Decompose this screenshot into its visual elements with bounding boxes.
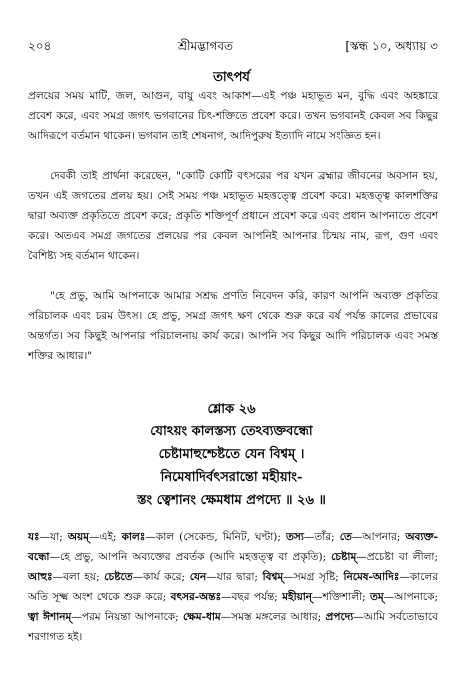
synonym-meaning: যার দ্বারা; bbox=[216, 571, 258, 583]
synonym-meaning: শক্তিশালী; bbox=[322, 591, 366, 603]
synonym-term: নিমেষ-আদিঃ bbox=[343, 571, 400, 583]
synonym-meaning: আপনার; bbox=[362, 531, 401, 543]
synonym-meaning: কালের অতি সূক্ষ্ম অংশ থেকে শুরু করে; bbox=[28, 571, 439, 603]
page-header bbox=[28, 38, 438, 56]
synonym-term: ক্ষেম-ধাম bbox=[182, 611, 221, 623]
verse-line-1: যোঽয়ং কালস্তস্য তেঽব্যক্তবন্ধো bbox=[150, 424, 313, 439]
synonym-term: অয়ম্ bbox=[67, 531, 89, 543]
synonym-term: ত্বা ঈশানম্ bbox=[28, 611, 72, 623]
synonym-meaning: হে প্রভু, আপনি অব্যক্তের প্রবর্তক (আদি মহত্তত্ত্ব বা প্রকৃতি); bbox=[59, 551, 327, 563]
synonym-term: তম্ bbox=[369, 591, 384, 603]
purport-paragraph-3: "হে প্রভু, আমি আপনাকে আমার সশ্রদ্ধ প্রণতি নিবেদন করি, কারণ আপনি অব্যক্ত প্রকৃতির পরিচালক এবং চরম উৎস। হে প্রভু, সমগ্র জগৎ ক্ষণ থেকে শুরু করে বর্ষ পর্যন্ত কালের প্রভাবের অন্তর্গত। সব কিছুই আপনার পরিচালনায় কার্য করে। আপনি সব কিছুর আদি পরিচালক এবং সমস্ত শক্তির আধার।" bbox=[28, 290, 438, 362]
synonym-meaning: আপনাকে; bbox=[394, 591, 438, 603]
synonym-meaning: পরম নিয়ন্তা আপনাকে; bbox=[81, 611, 179, 623]
synonym-meaning: এই; bbox=[99, 531, 117, 543]
synonym-term: অব্যক্ত-বন্ধো bbox=[28, 531, 438, 563]
verse-line-3: নিমেষাদির্বৎসরান্তো মহীয়াং- bbox=[160, 470, 303, 485]
synonym-term: তে bbox=[339, 531, 352, 543]
synonym-term: বৎসর-অন্তঃ bbox=[170, 591, 222, 603]
book-title: শ্রীমদ্ভাগবত bbox=[178, 39, 234, 53]
synonym-term: তস্য bbox=[286, 531, 304, 543]
verse-line-2: চেষ্টামাহুশ্চেষ্টতে যেন বিশ্বম্ । bbox=[158, 447, 305, 462]
synonym-meaning: বছর পর্যন্ত; bbox=[231, 591, 278, 603]
synonym-term: যঃ bbox=[28, 531, 40, 543]
synonym-term: চেষ্টতে bbox=[104, 571, 133, 583]
synonym-meaning: প্রচেষ্টা বা লীলা; bbox=[366, 551, 438, 563]
purport-paragraph-1: প্রলয়ের সময় মাটি, জল, আগুন, বায়ু এবং আকাশ—এই পঞ্চ মহাভূত মন, বুদ্ধি এবং অহঙ্কারে প্রবেশ করে, এবং সমগ্র জগৎ ভগবানের চিৎ-শক্তিতে প্রবেশ করে। তখন ভগবানই কেবল সব কিছুর আদিরূপে বর্তমান থাকেন। ভগবান তাই শেষনাগ, আদিপুরুষ ইত্যাদি নামে সংজ্ঞিত হন। bbox=[28, 90, 438, 142]
synonym-term: যেন bbox=[189, 571, 207, 583]
synonym-term: মহীয়ান্ bbox=[282, 591, 313, 603]
synonyms-paragraph: যঃ—যা; অয়ম্—এই; কালঃ—কাল (সেকেন্ড, মিনিট, ঘণ্টা); তস্য—তাঁর; তে—আপনার; অব্যক্ত-বন্ধো—হে প্রভু, আপনি অব্যক্তের প্রবর্তক (আদি মহত্তত্ত্ব বা প্রকৃতি); চেষ্টাম্—প্রচেষ্টা বা লীলা; আহুঃ—বলা হয়; চেষ্টতে—কার্য করে; যেন—যার দ্বারা; বিশ্বম্—সমগ্র সৃষ্টি; নিমেষ-আদিঃ—কালের অতি সূক্ষ্ম অংশ থেকে শুরু করে; বৎসর-অন্তঃ—বছর পর্যন্ত; মহীয়ান্—শক্তিশালী; তম্—আপনাকে; ত্বা ঈশানম্—পরম নিয়ন্তা আপনাকে; ক্ষেম-ধাম—সমস্ত মঙ্গলের আধার; প্রপদ্যে—আমি সর্বতোভাবে শরণাগত হই। bbox=[28, 531, 439, 643]
synonym-term: আহুঃ bbox=[28, 571, 53, 583]
synonym-meaning: তাঁর; bbox=[314, 531, 335, 543]
synonym-meaning: কার্য করে; bbox=[143, 571, 186, 583]
synonym-meaning: সমস্ত মঙ্গলের আধার; bbox=[231, 611, 322, 623]
synonym-term: কালঃ bbox=[121, 531, 146, 543]
verse-heading: শ্লোক ২৬ bbox=[207, 402, 256, 417]
verse-line-4: স্তং ত্বেশানং ক্ষেমধাম প্রপদ্যে ॥ ২৬ ॥ bbox=[137, 493, 326, 508]
synonym-meaning: কাল (সেকেন্ড, মিনিট, ঘণ্টা); bbox=[155, 531, 281, 543]
purport-paragraph-2: দেবকী তাই প্রার্থনা করেছেন, "কোটি কোটি বৎসরের পর যখন ব্রহ্মার জীবনের অবসান হয়, তখন এই জগতের প্রলয় হয়। সেই সময় পঞ্চ মহাভূত মহত্তত্ত্বে প্রবেশ করে। মহত্তত্ত্ব কালশক্তির দ্বারা অব্যক্ত প্রকৃতিতে প্রবেশ করে; প্রকৃতি শক্তিপূর্ণ প্রধানে প্রবেশ করে এবং প্রধান আপনাতে প্রবেশ করে। অতএব সমগ্র জগতের প্রলয়ের পর কেবল আপনিই আপনার চিন্ময় নাম, রূপ, গুণ এবং বৈশিষ্ট্য সহ বর্তমান থাকেন। bbox=[28, 170, 438, 262]
synonym-term: চেষ্টাম্ bbox=[331, 551, 357, 563]
verse-text bbox=[40, 420, 423, 512]
synonym-term: বিশ্বম্ bbox=[262, 571, 284, 583]
chapter-reference: [স্কন্ধ ১০, অধ্যায় ৩ bbox=[345, 39, 438, 53]
page-number: ২০৪ bbox=[28, 39, 52, 53]
synonym-term: প্রপদ্যে bbox=[325, 611, 354, 623]
synonym-meaning: বলা হয়; bbox=[63, 571, 100, 583]
synonym-meaning: আমি সর্বতোভাবে শরণাগত হই। bbox=[28, 611, 438, 643]
synonym-meaning: সমগ্র সৃষ্টি; bbox=[293, 571, 339, 583]
purport-heading: তাৎপর্য bbox=[213, 70, 250, 85]
synonym-meaning: যা; bbox=[50, 531, 63, 543]
